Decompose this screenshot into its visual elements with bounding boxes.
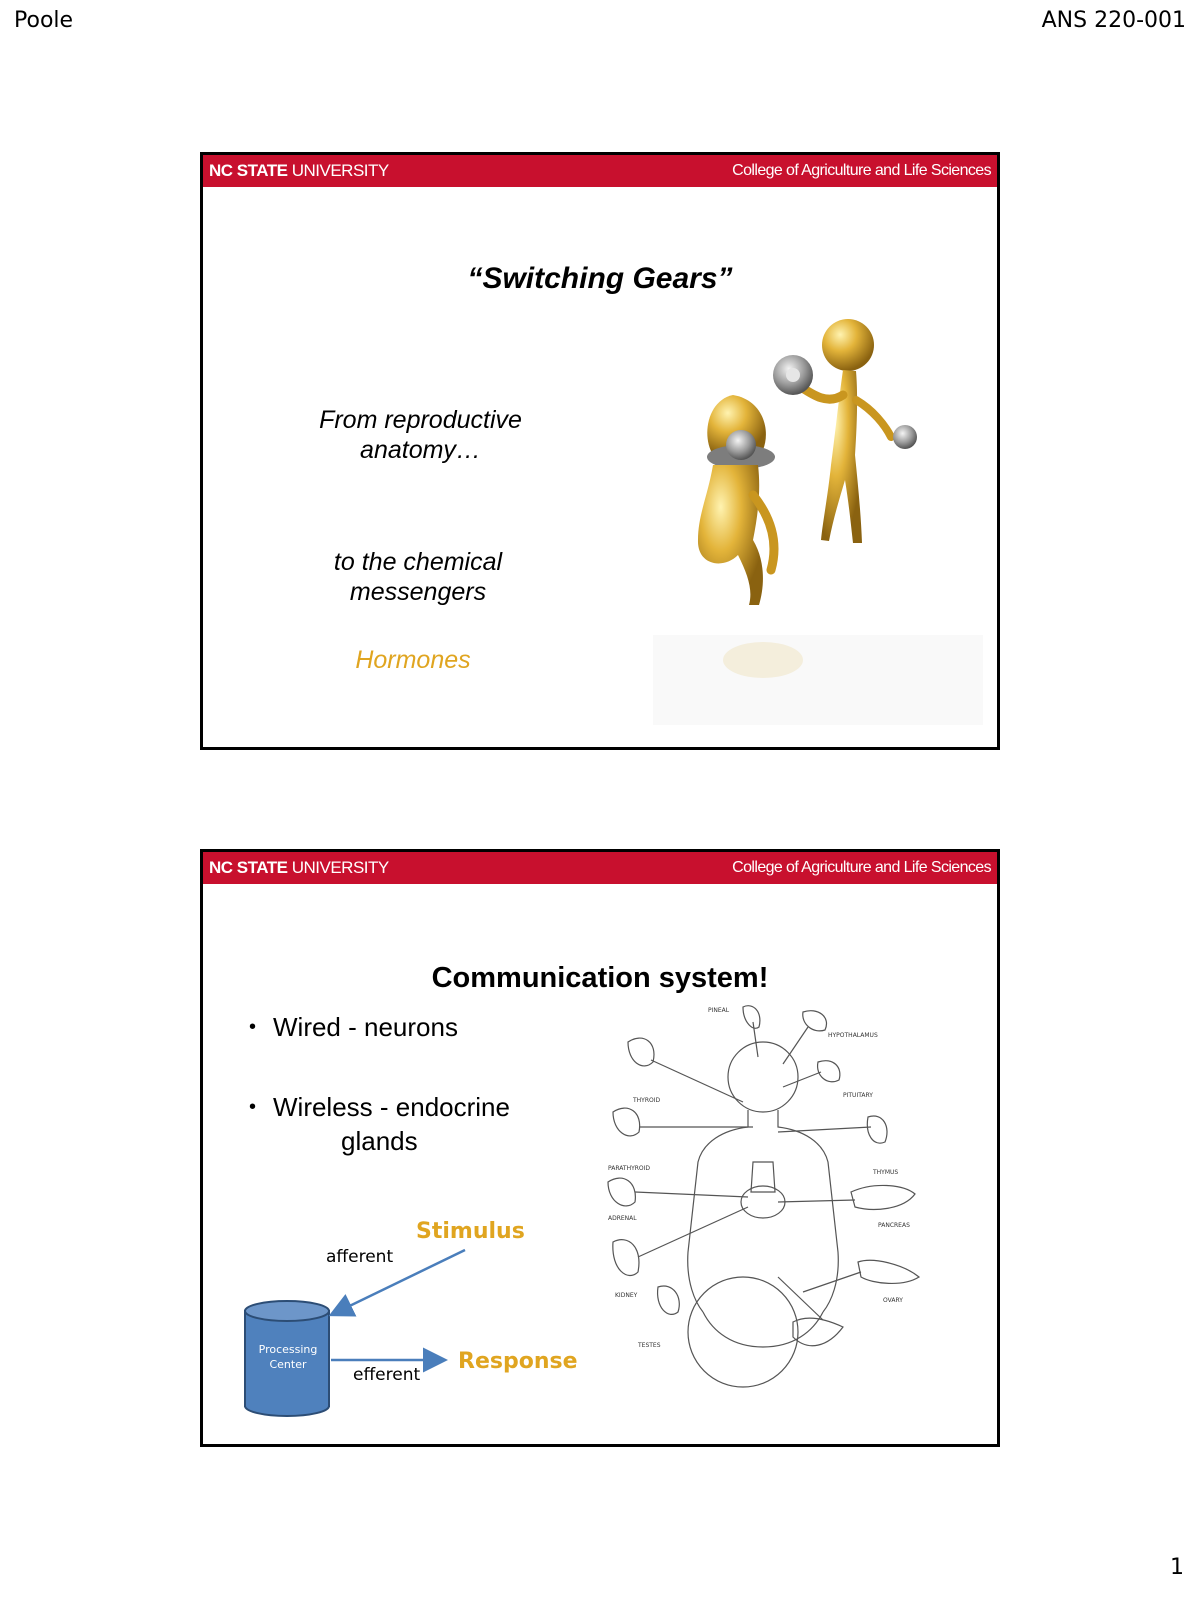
college-name: College of Agriculture and Life Sciences: [732, 162, 991, 179]
anatomy-label-pancreas: PANCREAS: [878, 1222, 910, 1229]
hormones-text: Hormones: [355, 646, 471, 674]
page-number: 1: [1170, 1555, 1184, 1580]
bullet-wireless: • Wireless - endocrine: [249, 1090, 510, 1124]
afferent-label: afferent: [326, 1247, 394, 1267]
anatomy-label-pineal: PINEAL: [708, 1007, 730, 1014]
anatomy-label-adrenal: ADRENAL: [608, 1215, 637, 1222]
endocrine-glands-illustration: [603, 1002, 933, 1392]
anatomy-label-thymus: THYMUS: [873, 1169, 899, 1176]
anatomy-label-testes: TESTES: [638, 1342, 661, 1349]
bullet-wired: • Wired - neurons: [249, 1010, 510, 1044]
ncsu-logo: NC STATE UNIVERSITY: [209, 858, 389, 877]
slide-1: [200, 152, 1000, 750]
slide-title: “Switching Gears”: [467, 262, 733, 295]
ncsu-logo: NC STATE UNIVERSITY: [209, 161, 389, 180]
processing-center-label: Processing Center: [258, 1343, 318, 1371]
anatomy-label-ovary: OVARY: [883, 1297, 903, 1304]
from-text: From reproductive anatomy…: [319, 406, 522, 464]
efferent-label: efferent: [353, 1365, 421, 1385]
stimulus-label: Stimulus: [416, 1219, 525, 1244]
gold-figures-gears-image: [653, 315, 983, 735]
anatomy-label-thyroid: THYROID: [633, 1097, 661, 1104]
response-label: Response: [458, 1349, 578, 1374]
bullet-wireless-continued: glands: [341, 1126, 418, 1156]
anatomy-label-kidney: KIDNEY: [615, 1292, 638, 1299]
anatomy-label-hypothalamus: HYPOTHALAMUS: [828, 1032, 878, 1039]
to-text: to the chemical messengers: [333, 548, 503, 606]
slide-banner: [203, 155, 997, 187]
slide-title: Communication system!: [431, 962, 769, 994]
page-header-right: ANS 220-001: [1041, 8, 1186, 33]
slide-2: [200, 849, 1000, 1447]
page-header-left: Poole: [14, 8, 74, 33]
anatomy-label-parathyroid: PARATHYROID: [608, 1165, 651, 1172]
college-name: College of Agriculture and Life Sciences: [732, 859, 991, 876]
anatomy-label-pituitary: PITUITARY: [843, 1092, 873, 1099]
